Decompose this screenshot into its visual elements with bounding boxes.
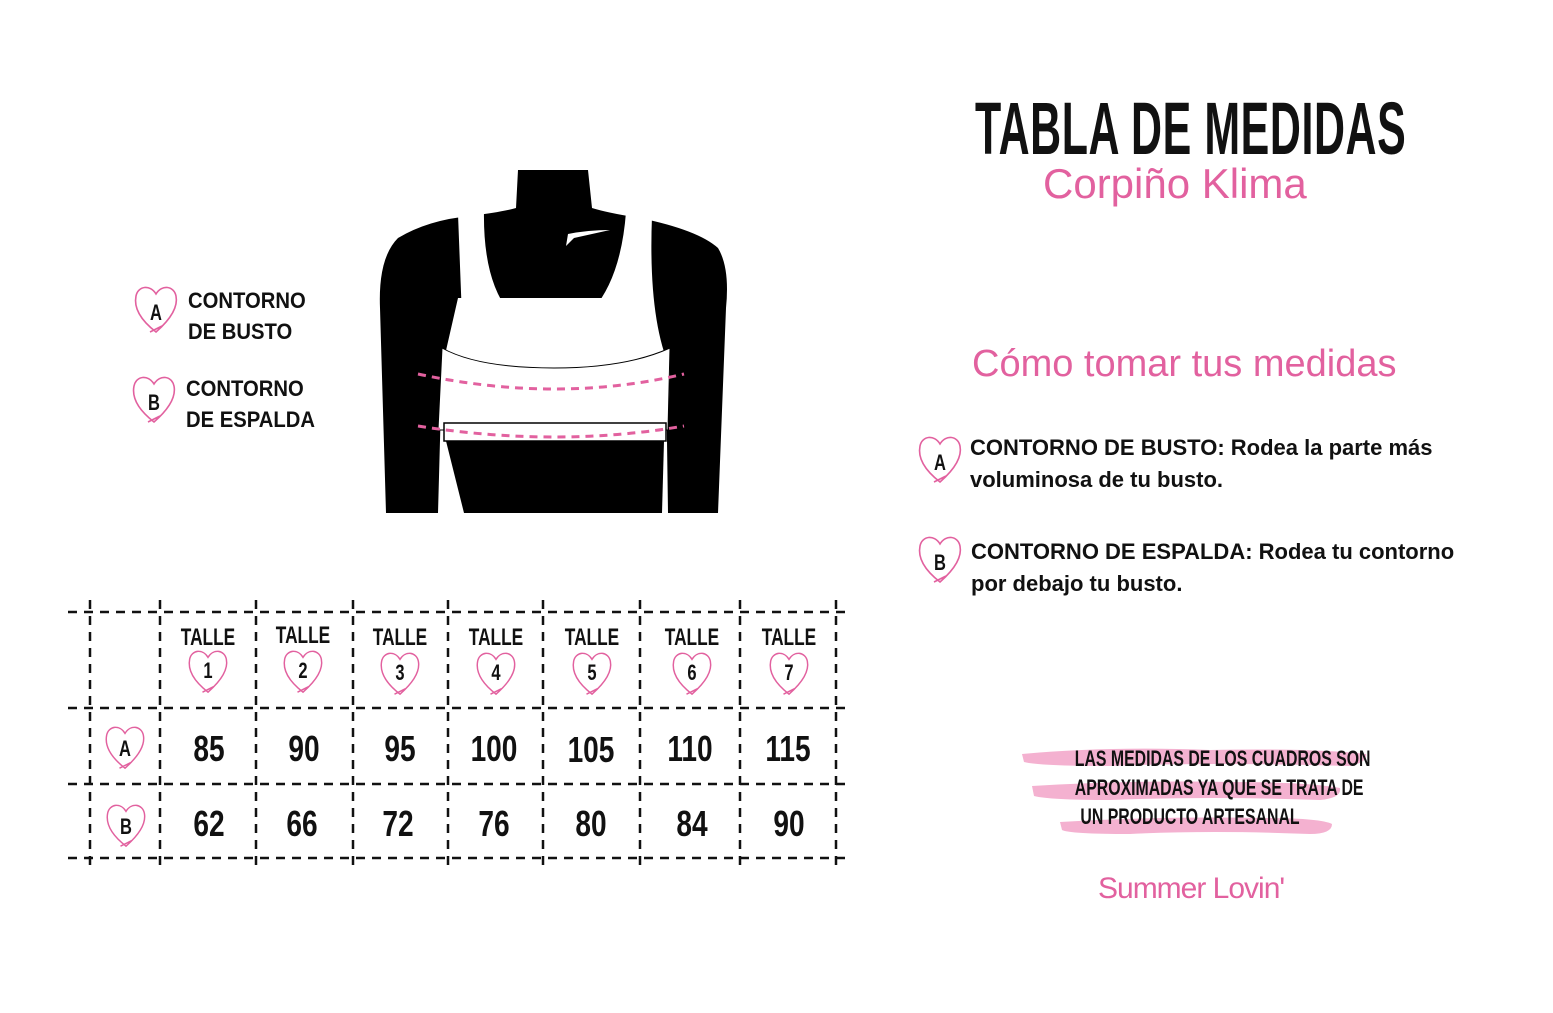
size-number: 3 [395,660,405,685]
size-label: TALLE [664,624,720,651]
heart-letter: B [934,550,946,575]
heart-size-4-icon [474,648,518,700]
cell-b-7: 90 [773,803,805,844]
instruction-a-line2: voluminosa de tu busto. [970,467,1224,492]
cell-b-3: 72 [382,803,414,844]
legend-a-line1: CONTORNO [188,288,306,313]
heart-size-1-icon [186,646,230,698]
note-line2: APROXIMADAS YA QUE SE TRATA DE [1074,775,1364,800]
row-letter: A [119,736,131,761]
size-number: 1 [203,658,213,683]
cell-b-4: 76 [478,803,510,844]
legend-b-line1: CONTORNO [186,376,304,401]
size-number: 2 [298,658,308,683]
size-label: TALLE [180,624,236,651]
heart-size-5-icon [570,648,614,700]
cell-b-2: 66 [286,803,318,844]
note-text [1074,744,1371,831]
cell-b-1: 62 [193,803,225,844]
instruction-b-line2: por debajo tu busto. [971,571,1183,596]
cell-a-5: 105 [567,729,615,770]
row-b-heart-icon [104,800,148,852]
heart-size-7-icon [767,648,811,700]
size-label: TALLE [761,624,817,651]
page-subtitle: Corpiño Klima [1043,160,1307,207]
size-label: TALLE [372,624,428,651]
cell-a-1: 85 [193,728,225,769]
legend-a-line2: DE BUSTO [188,319,293,344]
cell-b-5: 80 [575,803,607,844]
howto-heading: Cómo tomar tus medidas [972,343,1397,385]
size-label: TALLE [275,622,331,649]
note-line1: LAS MEDIDAS DE LOS CUADROS SON [1074,746,1371,771]
heart-size-6-icon [670,648,714,700]
note-line3: UN PRODUCTO ARTESANAL [1080,804,1300,829]
brand-name: Summer Lovin' [1098,872,1285,905]
heart-size-2-icon [281,646,325,698]
instruction-b-line1: CONTORNO DE ESPALDA: Rodea tu contorno [971,539,1455,564]
cell-a-4: 100 [470,728,518,769]
size-label: TALLE [468,624,524,651]
heart-letter: B [148,390,160,415]
heart-letter: A [150,300,162,325]
cell-a-3: 95 [384,728,416,769]
size-number: 6 [687,660,697,685]
page-title: TABLA DE MEDIDAS [975,87,1407,170]
size-number: 5 [587,660,597,685]
heart-letter: A [934,450,946,475]
cell-a-6: 110 [667,728,713,769]
row-letter: B [120,814,132,839]
cell-a-2: 90 [288,728,320,769]
cell-b-6: 84 [676,803,708,844]
instruction-a-line1: CONTORNO DE BUSTO: Rodea la parte más [970,435,1433,460]
heart-size-3-icon [378,648,422,700]
legend-b-line2: DE ESPALDA [186,407,315,432]
cell-a-7: 115 [765,728,811,769]
size-number: 4 [491,660,501,685]
size-label: TALLE [564,624,620,651]
row-a-heart-icon [103,722,147,774]
size-number: 7 [784,660,794,685]
